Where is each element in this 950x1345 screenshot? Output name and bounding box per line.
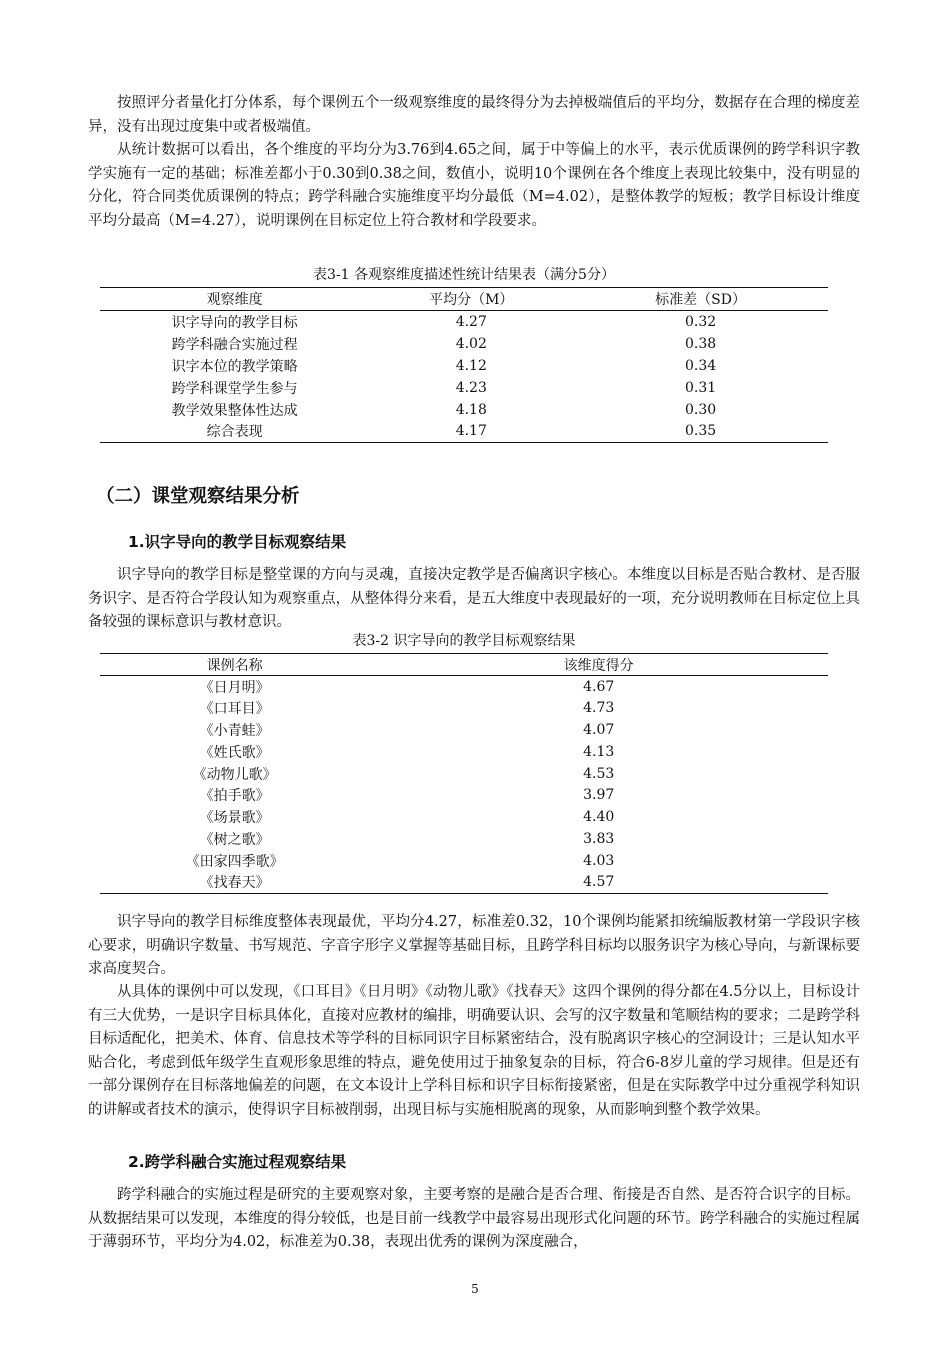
subsection-heading-1: 1.识字导向的教学目标观察结果 (128, 533, 347, 551)
table-cell: 跨学科课堂学生参与 (171, 380, 298, 397)
table-cell: 跨学科融合实施过程 (171, 336, 298, 353)
table-cell: 4.02 (455, 335, 487, 352)
table-cell: 4.17 (369, 421, 573, 443)
table-row (100, 828, 828, 850)
table-row (100, 399, 828, 421)
table2-caption: 表3-2 识字导向的教学目标观察结果 (352, 633, 576, 649)
table-row (100, 377, 828, 399)
table-cell: 《树之歌》 (199, 831, 270, 848)
table1-caption: 表3-1 各观察维度描述性统计结果表（满分5分） (313, 267, 615, 283)
table-cell: 4.07 (583, 721, 615, 738)
table-row (100, 719, 828, 741)
table-cell: 0.38 (685, 335, 717, 352)
table-cell: 4.18 (455, 401, 487, 418)
table-row (100, 421, 828, 443)
table-cell: 4.13 (583, 743, 615, 760)
header-dimension-score: 该维度得分 (369, 654, 828, 676)
header-dimension: 观察维度 (100, 288, 369, 311)
table-cell: 《田家四季歌》 (185, 853, 284, 870)
table-row (100, 784, 828, 806)
table-row (100, 850, 828, 872)
table-header-row (100, 654, 828, 676)
table-row (100, 311, 828, 333)
table-cell: 4.27 (455, 313, 487, 330)
table-row (100, 697, 828, 719)
paragraph-statistics-summary: 从统计数据可以看出，各个维度的平均分为3.76到4.65之间，属于中等偏上的水平，表示优质课例的跨学科识字教学实施有一定的基础；标准差都小于0.30到0.38之间，数值小，说明10个课例在各个维度上表现比较集中，没有明显的分化，符合同类优质课例的特点；跨学科融合实施维度平均分最低（M=4.02），是整体教学的短板；教学目标设计维度平均分最高（M=4.27），说明课例在目标定位上符合教材和学段要求。 (88, 142, 860, 229)
table-cell: 《场景歌》 (199, 810, 270, 827)
table-cell: 0.30 (685, 401, 717, 418)
table-cell: 识字导向的教学目标 (171, 314, 298, 331)
header-lesson-name: 课例名称 (100, 654, 369, 676)
table-row (100, 355, 828, 377)
table-cell: 4.73 (583, 700, 615, 717)
table-cell: 3.97 (583, 787, 615, 804)
table-header-row (100, 288, 828, 311)
table-cell: 《姓氏歌》 (199, 744, 270, 761)
paragraph-goal-overall: 识字导向的教学目标维度整体表现最优，平均分4.27，标准差0.32，10个课例均能紧扣统编版教材第一学段识字核心要求，明确识字数量、书写规范、字音字形字义掌握等基础目标，且跨学科目标均以服务识字为核心导向，与新课标要求高度契合。 (88, 914, 860, 977)
table-goal-scores (100, 653, 828, 894)
table-row (100, 333, 828, 355)
section-heading: （二）课堂观察结果分析 (96, 486, 300, 507)
table-cell: 《动物儿歌》 (192, 766, 277, 783)
table-row (100, 806, 828, 828)
table-cell: 4.40 (583, 809, 615, 826)
table-cell: 4.23 (455, 379, 487, 396)
table-cell: 4.03 (583, 852, 615, 869)
table-row (100, 872, 828, 894)
paragraph-scoring-system: 按照评分者量化打分体系，每个课例五个一级观察维度的最终得分为去掉极端值后的平均分，数据存在合理的梯度差异，没有出现过度集中或者极端值。 (88, 95, 860, 135)
table-cell: 《日月明》 (199, 679, 270, 696)
table-cell: 《找春天》 (100, 872, 369, 894)
table-cell: 0.34 (685, 357, 717, 374)
page-number: 5 (471, 1282, 479, 1296)
table-row (100, 676, 828, 698)
subsection-heading-2: 2.跨学科融合实施过程观察结果 (128, 1153, 347, 1171)
table-cell: 识字本位的教学策略 (171, 358, 298, 375)
paragraph-goal-intro: 识字导向的教学目标是整堂课的方向与灵魂，直接决定教学是否偏离识字核心。本维度以目标是否贴合教材、是否服务识字、是否符合学段认知为观察重点，从整体得分来看，是五大维度中表现最好的一项，充分说明教师在目标定位上具备较强的课标意识与教材意识。 (88, 567, 860, 630)
header-mean: 平均分（M） (369, 288, 573, 311)
table-cell: 《小青蛙》 (199, 722, 270, 739)
table-cell: 4.57 (369, 872, 828, 894)
table-cell: 0.35 (573, 421, 828, 443)
table-dimension-statistics (100, 287, 828, 443)
table-cell: 教学效果整体性达成 (171, 402, 298, 419)
header-sd: 标准差（SD） (573, 288, 828, 311)
table-cell: 3.83 (583, 830, 615, 847)
table-row (100, 741, 828, 763)
table-cell: 4.67 (583, 678, 615, 695)
paragraph-goal-examples: 从具体的课例中可以发现，《口耳目》《日月明》《动物儿歌》《找春天》这四个课例的得分都在4.5分以上，目标设计有三大优势，一是识字目标具体化，直接对应教材的编排，明确要认识、会写的汉字数量和笔顺结构的要求；二是跨学科目标适配化，把美术、体育、信息技术等学科的目标同识字目标紧密结合，没有脱离识字核心的空洞设计；三是认知水平贴合化，考虑到低年级学生直观形象思维的特点，避免使用过于抽象复杂的目标，符合6-8岁儿童的学习规律。但是还有一部分课例存在目标落地偏差的问题，在文本设计上学科目标和识字目标衔接紧密，但是在实际教学中过分重视学科知识的讲解或者技术的演示，使得识字目标被削弱，出现目标与实施相脱离的现象，从而影响到整个教学效果。 (88, 984, 860, 1118)
table-cell: 4.12 (455, 357, 487, 374)
table-cell: 4.53 (583, 765, 615, 782)
table-cell: 综合表现 (100, 421, 369, 443)
table-cell: 《口耳目》 (199, 701, 270, 718)
table-cell: 《拍手歌》 (199, 788, 270, 805)
table-cell: 0.31 (685, 379, 717, 396)
table-row (100, 763, 828, 785)
paragraph-integration-process: 跨学科融合的实施过程是研究的主要观察对象，主要考察的是融合是否合理、衔接是否自然、是否符合识字的目标。从数据结果可以发现，本维度的得分较低，也是目前一线教学中最容易出现形式化问题的环节。跨学科融合的实施过程属于薄弱环节，平均分为4.02，标准差为0.38，表现出优秀的课例为深度融合， (88, 1187, 860, 1250)
table-cell: 0.32 (685, 313, 717, 330)
